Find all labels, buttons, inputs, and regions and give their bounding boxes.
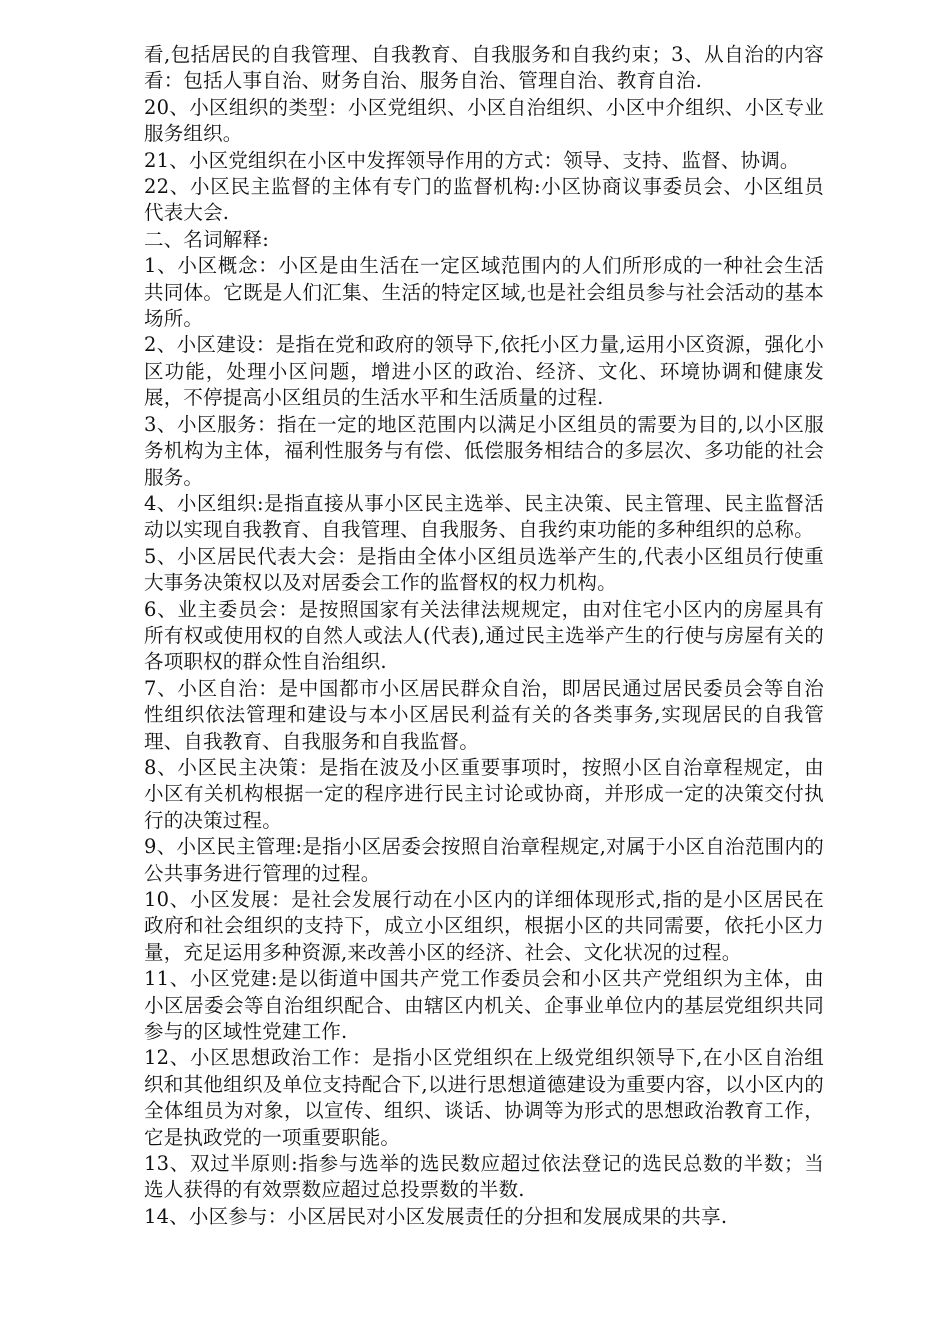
definition-3: 3、小区服务：指在一定的地区范围内以满足小区组员的需要为目的,以小区服务机构为主体，福利性服务与有偿、低偿服务相结合的多层次、多功能的社会服务。 — [144, 412, 824, 489]
paragraph-item-22: 22、小区民主监督的主体有专门的监督机构:小区协商议事委员会、小区组员代表大会. — [144, 175, 824, 225]
definition-12: 12、小区思想政治工作：是指小区党组织在上级党组织领导下,在小区自治组织和其他组织及单位支持配合下,以进行思想道德建设为重要内容，以小区内的全体组员为对象，以宣传、组织、谈话、协调等为形式的思想政治教育工作，它是执政党的一项重要职能。 — [144, 1046, 824, 1149]
definition-5: 5、小区居民代表大会：是指由全体小区组员选举产生的,代表小区组员行使重大事务决策权以及对居委会工作的监督权的权力机构。 — [144, 544, 824, 595]
document-page — [144, 42, 824, 1230]
definition-7: 7、小区自治：是中国都市小区居民群众自治，即居民通过居民委员会等自治性组织依法管理和建设与本小区居民利益有关的各类事务,实现居民的自我管理、自我教育、自我服务和自我监督。 — [144, 676, 824, 753]
definition-14: 14、小区参与：小区居民对小区发展责任的分担和发展成果的共享. — [144, 1204, 728, 1228]
paragraph-item-21: 21、小区党组织在小区中发挥领导作用的方式：领导、支持、监督、协调。 — [144, 148, 800, 172]
definition-4: 4、小区组织:是指直接从事小区民主选举、民主决策、民主管理、民主监督活动以实现自我教育、自我管理、自我服务、自我约束功能的多种组织的总称。 — [144, 491, 824, 542]
definition-6: 6、业主委员会：是按照国家有关法律法规规定，由对住宅小区内的房屋具有所有权或使用权的自然人或法人(代表),通过民主选举产生的行使与房屋有关的各项职权的群众性自治组织. — [144, 597, 824, 674]
definition-9: 9、小区民主管理:是指小区居委会按照自治章程规定,对属于小区自治范围内的公共事务进行管理的过程。 — [144, 835, 824, 885]
paragraph-item-20: 20、小区组织的类型：小区党组织、小区自治组织、小区中介组织、小区专业服务组织。 — [144, 95, 824, 146]
definition-1: 1、小区概念：小区是由生活在一定区域范围内的人们所形成的一种社会生活共同体。它既是人们汇集、生活的特定区域,也是社会组员参与社会活动的基本场所。 — [144, 254, 824, 331]
definition-2: 2、小区建设：是指在党和政府的领导下,依托小区力量,运用小区资源，强化小区功能，处理小区问题，增进小区的政治、经济、文化、环境协调和健康发展，不停提高小区组员的生活水平和生活质量的过程. — [144, 333, 824, 410]
paragraph-continuation: 看,包括居民的自我管理、自我教育、自我服务和自我约束；3、从自治的内容看：包括人事自治、财务自治、服务自治、管理自治、教育自治. — [144, 43, 824, 93]
section-heading: 二、名词解释: — [144, 227, 269, 251]
definition-11: 11、小区党建:是以街道中国共产党工作委员会和小区共产党组织为主体，由小区居委会等自治组织配合、由辖区内机关、企事业单位内的基层党组织共同参与的区域性党建工作. — [144, 967, 824, 1044]
definition-13: 13、双过半原则:指参与选举的选民数应超过依法登记的选民总数的半数；当选人获得的有效票数应超过总投票数的半数. — [144, 1152, 824, 1202]
definition-10: 10、小区发展：是社会发展行动在小区内的详细体现形式,指的是小区居民在政府和社会组织的支持下，成立小区组织，根据小区的共同需要，依托小区力量，充足运用多种资源,来改善小区的经济、社会、文化状况的过程。 — [144, 888, 824, 964]
definition-8: 8、小区民主决策：是指在波及小区重要事项时，按照小区自治章程规定，由小区有关机构根据一定的程序进行民主讨论或协商，并形成一定的决策交付执行的决策过程。 — [144, 755, 824, 832]
